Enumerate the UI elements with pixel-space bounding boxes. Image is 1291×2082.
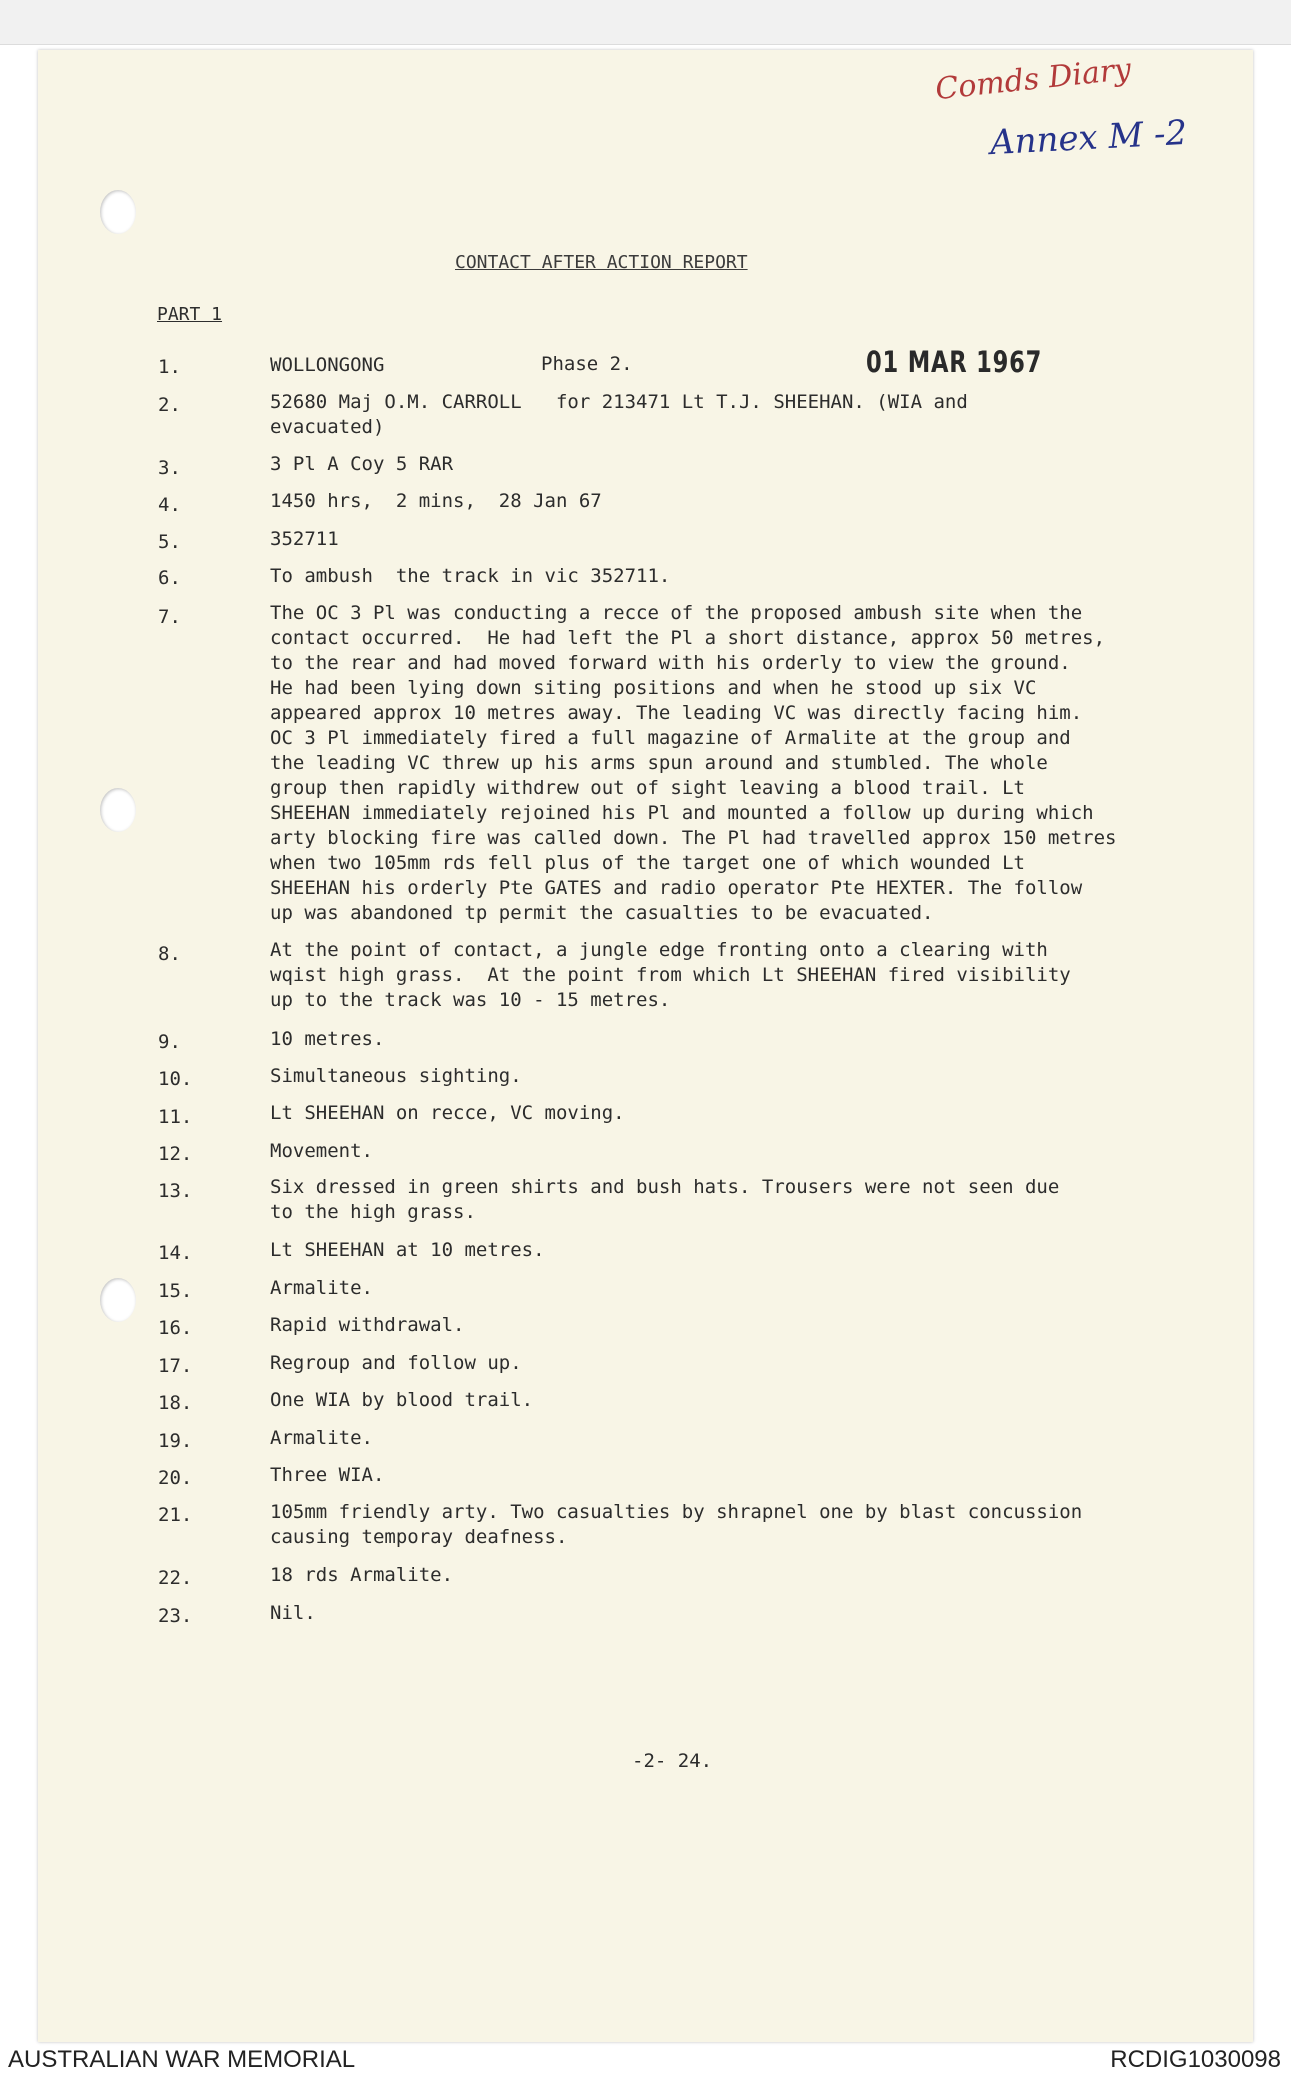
item-text: Six dressed in green shirts and bush hats. Trousers were not seen due to the high grass. <box>270 1176 1060 1223</box>
item-number: 16. <box>158 1317 193 1339</box>
item-number: 12. <box>158 1143 193 1165</box>
item-text: One WIA by blood trail. <box>270 1389 534 1411</box>
handwritten-note: Comds Diary <box>933 51 1133 108</box>
item-text: At the point of contact, a jungle edge fronting onto a clearing with wqist high grass. At the point from which Lt SHEEHAN fired visibility up to the track was 10 - 15 metres. <box>270 939 1071 1011</box>
item-text: 52680 Maj O.M. CARROLL for 213471 Lt T.J. SHEEHAN. (WIA and evacuated) <box>270 391 968 438</box>
item-text: Movement. <box>270 1140 373 1162</box>
item-number: 11. <box>158 1106 193 1128</box>
item-number: 4. <box>158 494 181 516</box>
item-text: Armalite. <box>270 1427 373 1449</box>
item-number: 18. <box>158 1392 193 1414</box>
date-stamp: 01 MAR 1967 <box>866 345 1043 379</box>
item-number: 9. <box>158 1031 181 1053</box>
item-text: 352711 <box>270 528 339 550</box>
report-title: CONTACT AFTER ACTION REPORT <box>455 252 748 273</box>
item-text: Rapid withdrawal. <box>270 1314 465 1336</box>
item-text: WOLLONGONG <box>270 354 385 376</box>
item-number: 10. <box>158 1068 193 1090</box>
item-number: 20. <box>158 1467 193 1489</box>
item-number: 8. <box>158 943 181 965</box>
item-text: Three WIA. <box>270 1464 385 1486</box>
item-number: 21. <box>158 1504 193 1526</box>
item-text: Lt SHEEHAN at 10 metres. <box>270 1239 545 1261</box>
item-text: Simultaneous sighting. <box>270 1065 522 1087</box>
archive-id: RCDIG1030098 <box>1110 2046 1281 2073</box>
punch-hole <box>100 1278 136 1322</box>
item-text: Lt SHEEHAN on recce, VC moving. <box>270 1102 625 1124</box>
item-text: Nil. <box>270 1602 316 1624</box>
item-text: To ambush the track in vic 352711. <box>270 565 671 587</box>
punch-hole <box>100 788 136 832</box>
handwritten-annex: Annex M -2 <box>989 112 1189 164</box>
item-number: 22. <box>158 1567 193 1589</box>
item-text: 18 rds Armalite. <box>270 1564 454 1586</box>
item-number: 23. <box>158 1605 193 1627</box>
item-text: 1450 hrs, 2 mins, 28 Jan 67 <box>270 490 602 512</box>
item-text: Armalite. <box>270 1277 373 1299</box>
archive-credit: AUSTRALIAN WAR MEMORIAL <box>8 2046 356 2073</box>
item-number: 7. <box>158 606 181 628</box>
item-number: 1. <box>158 356 181 378</box>
item-number: 14. <box>158 1242 193 1264</box>
item-number: 5. <box>158 531 181 553</box>
item-number: 6. <box>158 567 181 589</box>
item-number: 13. <box>158 1180 193 1202</box>
item-text: 10 metres. <box>270 1028 385 1050</box>
punch-hole <box>100 190 136 234</box>
item-phase: Phase 2. <box>541 353 633 375</box>
item-text: Regroup and follow up. <box>270 1352 522 1374</box>
part-heading: PART 1 <box>157 304 223 325</box>
item-number: 17. <box>158 1355 193 1377</box>
item-text: 105mm friendly arty. Two casualties by shrapnel one by blast concussion causing temporay deafness. <box>270 1501 1083 1548</box>
item-number: 2. <box>158 394 181 416</box>
item-number: 19. <box>158 1430 193 1452</box>
item-text: 3 Pl A Coy 5 RAR <box>270 453 454 475</box>
item-text: The OC 3 Pl was conducting a recce of the proposed ambush site when the contact occurred. He had left the Pl a short distance, approx 50 metres, to the rear and had moved forward with his orderly to view the ground. He had been lying down siting positions and when he stood up six VC appeared approx 10 metres away. The leading VC was directly facing him. OC 3 Pl immediately fired a full magazine of Armalite at the group and the leading VC threw up his arms spun around and stumbled. The whole group then rapidly withdrew out of sight leaving a blood trail. Lt SHEEHAN immediately rejoined his Pl and mounted a follow up during which arty blocking fire was called down. The Pl had travelled approx 150 metres when two 105mm rds fell plus of the target one of which wounded Lt SHEEHAN his orderly Pte GATES and radio operator Pte HEXTER. The follow up was abandoned tp permit the casualties to be evacuated. <box>270 602 1117 924</box>
item-number: 15. <box>158 1280 193 1302</box>
page-number: -2- 24. <box>632 1750 713 1772</box>
item-number: 3. <box>158 457 181 479</box>
viewer-top-band <box>0 0 1291 45</box>
